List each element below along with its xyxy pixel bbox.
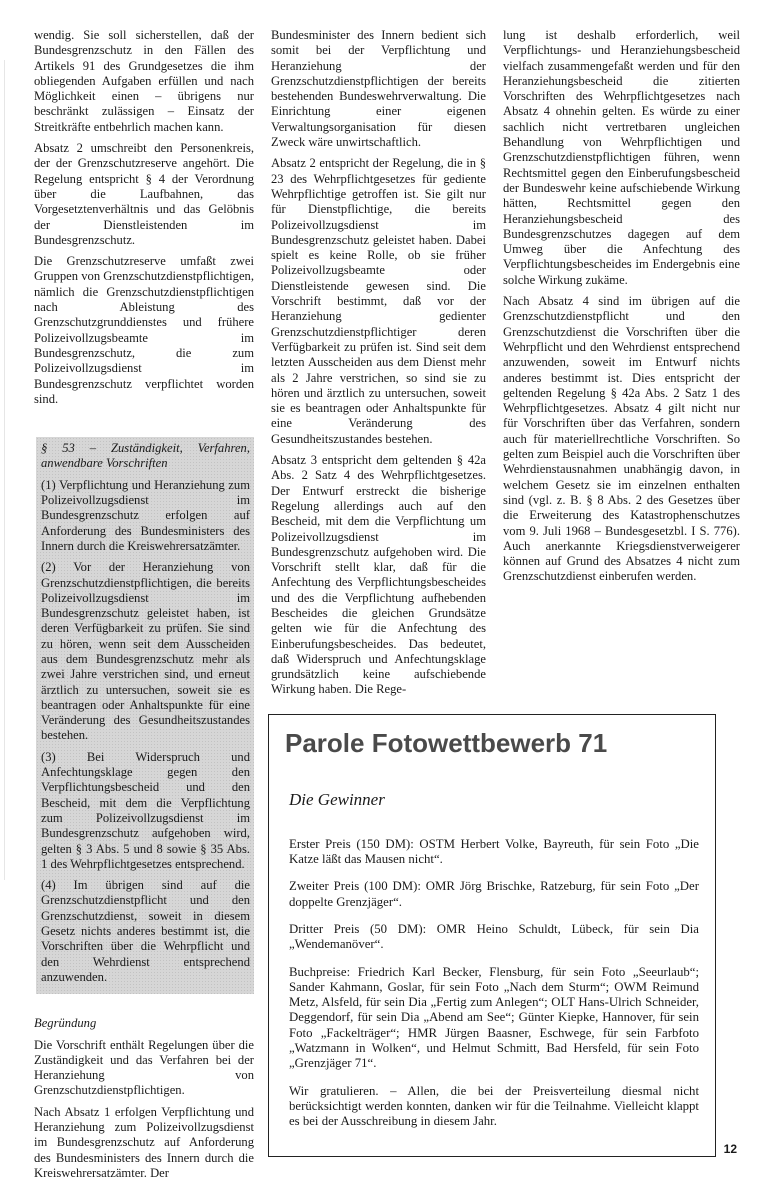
winner-paragraph: Dritter Preis (50 DM): OMR Heino Schuldt, Lübeck, für sein Dia „Wendemanöver“. — [289, 921, 699, 952]
law-paragraph: (4) Im übrigen sind auf die Grenzschutzdienstpflicht und den Grenzschutzdienst, soweit in diesem Gesetz nichts anderes bestimmt ist, die Vorschriften über die Wehrpflicht und den Wehrdienst entsprechend anzuwenden. — [41, 878, 250, 984]
contest-body — [289, 837, 699, 1130]
paragraph: Absatz 2 umschreibt den Personenkreis, der der Grenzschutzreserve angehört. Die Regelung entspricht § 4 der Verordnung über die Laufbahnen, das Vorgesetztenverhältnis und das Gelöbnis der Dienstleistenden im Bundesgrenzschutz. — [34, 141, 254, 247]
paragraph: Die Vorschrift enthält Regelungen über die Zuständigkeit und das Verfahren bei der Heranziehung von Grenzschutzdienstpflichtigen. — [34, 1037, 254, 1098]
paragraph: wendig. Sie soll sicherstellen, daß der Bundesgrenzschutz in den Fällen des Artikels 91 des Grundgesetzes die ihm obliegenden Aufgaben erfüllen und nach Möglichkeit einen – übrigens nur beschränkt zulässigen – Einsatz der Streitkräfte entbehrlich machen kann. — [34, 28, 254, 134]
paragraph: Die Grenzschutzreserve umfaßt zwei Gruppen von Grenzschutzdienstpflichtigen, nämlich die Grenzschutzdienstpflichtigen nach Ableistung des Grenzschutzgrunddienstes und frühere Polizeivollzugsbeamte im Bundesgrenzschutz, die zum Polizeivollzugsdienst im Bundesgrenzschutz verpflichtet worden sind. — [34, 254, 254, 406]
law-paragraph: (3) Bei Widerspruch und Anfechtungsklage gegen den Verpflichtungsbescheid und den Bescheid, mit dem die Verpflichtung zum Polizeivollzugsdienst im Bundesgrenzschutz aufgehoben wird, gelten § 3 Abs. 5 und 8 sowie § 35 Abs. 1 des Wehrpflichtgesetzes entsprechend. — [41, 749, 250, 871]
closing-paragraph: Wir gratulieren. – Allen, die bei der Preisverteilung diesmal nicht berücksichtigt werden konnten, danken wir für die Teilnahme. Vielleicht klappt es bei der Ausschreibung in diesem Jahr. — [289, 1083, 699, 1129]
paragraph: lung ist deshalb erforderlich, weil Verpflichtungs- und Heranziehungsbescheid vielfach zusammengefaßt werden und für den Heranziehungsbescheid die zitierten Vorschriften des Wehrpflichtgesetzes nach Absatz 4 ohnehin gelten. Es würde zu einer sachlich nicht vertretbaren ungleichen Behandlung von Wehrpflichtigen und Grenzschutzdienstpflichtigen führen, wenn Rechtsmittel gegen den Einberufungsbescheid der Bundeswehr keine aufschiebende Wirkung hätten, Rechtsmittel gegen den Heranziehungsbescheid des Bundesgrenzschutzes dagegen auf dem Umweg über die Anfechtung des Verpflichtungsbescheides im Endergebnis eine solche Wirkung zukäme. — [503, 28, 740, 287]
law-section-heading: § 53 – Zuständigkeit, Verfahren, anwendbare Vorschriften — [41, 441, 250, 471]
law-paragraph: (2) Vor der Heranziehung von Grenzschutzdienstpflichtigen, die bereits Polizeivollzugsdienst im Bundesgrenzschutz geleistet haben, ist deren Verfügbarkeit zu prüfen. Sie sind zu hören, wenn seit dem Ausscheiden aus dem Bundesgrenzschutz mehr als zwei Jahre verstrichen sind, und erneut ärztlich zu untersuchen, soweit sie es beantragen oder Anhaltspunkte für eine Veränderung des Gesundheitszustandes bestehen. — [41, 560, 250, 743]
paragraph: Bundesminister des Innern bedient sich somit bei der Verpflichtung und Heranziehung der Grenzschutzdienstpflichtigen der bereits bestehenden Bundeswehrverwaltung. Die Einrichtung einer eigenen Verwaltungsorganisation für diesen Zweck wäre unwirtschaftlich. — [271, 28, 486, 150]
scan-edge — [4, 60, 5, 880]
paragraph: Absatz 2 entspricht der Regelung, die in § 23 des Wehrpflichtgesetzes für gediente Wehrpflichtige getroffen ist. Sie gilt nur für Dienstpflichtige, die bereits Polizeivollzugsdienst im Bundesgrenzschutz geleistet haben. Dabei spielt es keine Rolle, ob sie früher Polizeivollzugsbeamte oder Dienstleistende gewesen sind. Die Vorschrift bestimmt, daß vor der Heranziehung gedienter Grenzschutzdienstpflichtiger deren Verfügbarkeit zu prüfen ist. Sind seit dem letzten Ausscheiden aus dem Dienst mehr als 2 Jahre verstrichen, so sind sie zu hören und ärztlich zu untersuchen, soweit sie es beantragen oder Anhaltspunkte für eine Veränderung des Gesundheitszustandes bestehen. — [271, 156, 486, 446]
paragraph: Nach Absatz 1 erfolgen Verpflichtung und Heranziehung zum Polizeivollzugsdienst im Bundesgrenzschutz auf Anforderung des Bundesministers des Innern durch die Kreiswehrersatzämter. Der — [34, 1104, 254, 1180]
right-column — [503, 28, 740, 704]
reasoning-heading: Begründung — [34, 1016, 97, 1031]
winner-paragraph: Buchpreise: Friedrich Karl Becker, Flensburg, für sein Foto „Seeurlaub“; Sander Kahmann, Goslar, für sein Foto „Nach dem Sturm“; OWM Reimund Metz, Alsfeld, für sein Dia „Fertig zum Anlegen“; OLT Hans-Ulrich Schneider, Deggendorf, für sein Dia „Abend am See“; Günter Kiepke, Hannover, für sein Foto „Fackelträger“; HMR Jürgen Baasner, Eschwege, für sein Farbfoto „Watzmann in Wolken“, und Helmut Schmitt, Bad Hersfeld, für sein Foto „Grenzjäger 71“. — [289, 964, 699, 1071]
law-paragraph: (1) Verpflichtung und Heranziehung zum Polizeivollzugsdienst im Bundesgrenzschutz erfolgen auf Anforderung des Bundesministers des Innern durch die Kreiswehrersatzämter. — [41, 477, 250, 553]
photo-contest-box — [268, 714, 737, 1157]
law-text-box — [36, 437, 254, 994]
middle-column — [271, 28, 486, 704]
contest-title: Parole Fotowettbewerb 71 — [285, 727, 608, 758]
winner-paragraph: Zweiter Preis (100 DM): OMR Jörg Brischke, Ratzeburg, für sein Foto „Der doppelte Grenzjäger“. — [289, 879, 699, 909]
right-area — [268, 28, 740, 1157]
paragraph: Absatz 3 entspricht dem geltenden § 42a Abs. 2 Satz 4 des Wehrpflichtgesetzes. Der Entwurf erstreckt die bisherige Regelung allerdings auch auf den Bescheid, mit dem die Verpflichtung um Polizeivollzugsdienst im Bundesgrenzschutz aufgehoben wird. Die Vorschrift stellt klar, daß für die Anfechtung des Verpflichtungsbescheides und des die Verpflichtung aufhebenden Bescheides die gleichen Grundsätze gelten wie für die Anfechtung des Einberufungsbescheides. Das bedeutet, daß Widerspruch und Anfechtungsklage grundsätzlich keine aufschiebende Wirkung haben. Die Rege- — [271, 453, 486, 697]
paragraph: Nach Absatz 4 sind im übrigen auf die Grenzschutzdienstpflicht und den Grenzschutzdienst die Vorschriften über die Wehrpflicht und den Wehrdienst entsprechend anzuwenden, soweit im Entwurf nichts anderes bestimmt ist. Dies entspricht der geltenden Regelung § 42a Abs. 2 Satz 1 des Wehrpflichtgesetzes. Absatz 4 gilt nicht nur für Vorschriften über das Verfahren, sondern auch für materiellrechtliche Vorschriften. So gelten zum Beispiel auch die Vorschriften über Wehrdienstausnahmen unabhängig davon, in welchem Gesetz sie im einzelnen enthalten sind (vgl. z. B. § 8 Abs. 2 des Gesetzes über die Erweiterung des Katastrophenschutzes vom 9. Juli 1968 – Bundesgesetzbl. I S. 776). Auch anerkannte Kriegsdienstverweigerer können auf Grund des Absatzes 4 nicht zum Grenzschutzdienst einberufen werden. — [503, 294, 740, 584]
left-column — [34, 28, 254, 1187]
text-columns — [268, 28, 740, 704]
page-number: 12 — [723, 1141, 737, 1156]
winner-paragraph: Erster Preis (150 DM): OSTM Herbert Volke, Bayreuth, für sein Foto „Die Katze läßt das Mausen nicht“. — [289, 836, 699, 867]
contest-subtitle: Die Gewinner — [289, 789, 385, 809]
